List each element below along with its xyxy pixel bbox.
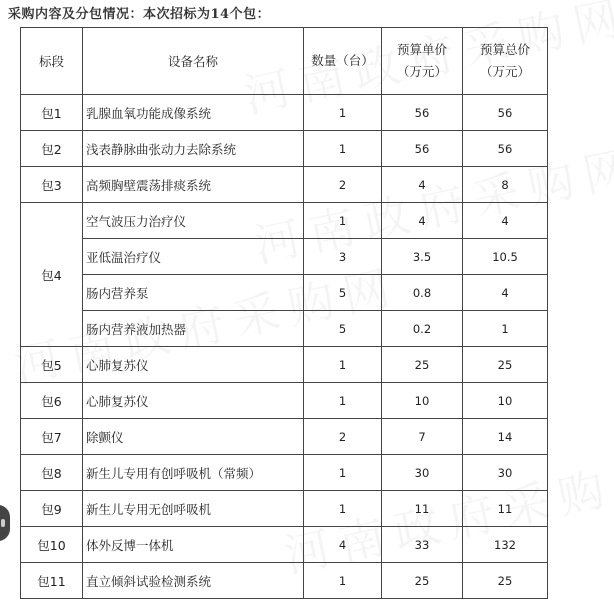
name-cell: 浅表静脉曲张动力去除系统 [83,131,304,167]
segment-cell: 包5 [21,347,83,383]
segment-cell: 包7 [21,419,83,455]
total-price-cell: 25 [463,563,548,599]
table-row [21,527,548,563]
unit-price-cell: 10 [382,383,463,419]
table-row [21,131,548,167]
table-row [21,491,548,527]
qty-cell: 1 [304,347,382,383]
table-row [21,167,548,203]
segment-cell: 包8 [21,455,83,491]
name-cell: 心肺复苏仪 [83,383,304,419]
table-row [21,275,548,311]
col-header-total-price-line1: 预算总价 [479,42,530,57]
unit-price-cell: 4 [382,203,463,239]
unit-price-cell: 30 [382,455,463,491]
unit-price-cell: 33 [382,527,463,563]
procurement-table [20,27,548,599]
total-price-cell: 4 [463,203,548,239]
unit-price-cell: 56 [382,95,463,131]
name-cell: 心肺复苏仪 [83,347,304,383]
name-cell: 新生儿专用有创呼吸机（常频） [83,455,304,491]
col-header-unit-price-line2: （万元） [396,64,447,79]
col-header-total-price [463,28,548,95]
table-row [21,563,548,599]
total-price-cell: 8 [463,167,548,203]
qty-cell: 1 [304,491,382,527]
unit-price-cell: 25 [382,563,463,599]
segment-cell: 包2 [21,131,83,167]
name-cell: 直立倾斜试验检测系统 [83,563,304,599]
table-row [21,203,548,239]
qty-cell: 4 [304,527,382,563]
name-cell: 亚低温治疗仪 [83,239,304,275]
floating-scroll-button[interactable] [0,505,10,541]
name-cell: 体外反博一体机 [83,527,304,563]
segment-cell: 包9 [21,491,83,527]
unit-price-cell: 11 [382,491,463,527]
qty-cell: 1 [304,383,382,419]
unit-price-cell: 0.2 [382,311,463,347]
unit-price-cell: 7 [382,419,463,455]
table-row [21,95,548,131]
unit-price-cell: 4 [382,167,463,203]
name-cell: 新生儿专用无创呼吸机 [83,491,304,527]
total-price-cell: 56 [463,95,548,131]
total-price-cell: 4 [463,275,548,311]
total-price-cell: 10 [463,383,548,419]
qty-cell: 5 [304,311,382,347]
name-cell: 乳腺血氧功能成像系统 [83,95,304,131]
qty-cell: 2 [304,167,382,203]
qty-cell: 1 [304,131,382,167]
total-price-cell: 56 [463,131,548,167]
unit-price-cell: 3.5 [382,239,463,275]
table-row [21,383,548,419]
total-price-cell: 132 [463,527,548,563]
segment-cell: 包11 [21,563,83,599]
table-row [21,239,548,275]
total-price-cell: 25 [463,347,548,383]
table-row [21,419,548,455]
segment-cell: 包3 [21,167,83,203]
name-cell: 高频胸壁震荡排痰系统 [83,167,304,203]
total-price-cell: 11 [463,491,548,527]
col-header-unit-price-line1: 预算单价 [396,42,447,57]
table-row [21,347,548,383]
col-header-unit-price [382,28,463,95]
segment-cell: 包4 [21,203,83,347]
qty-cell: 5 [304,275,382,311]
col-header-qty: 数量（台） [304,28,382,95]
qty-cell: 2 [304,419,382,455]
total-price-cell: 14 [463,419,548,455]
col-header-total-price-line2: （万元） [479,64,530,79]
qty-cell: 1 [304,203,382,239]
unit-price-cell: 25 [382,347,463,383]
col-header-segment: 标段 [21,28,83,95]
qty-cell: 1 [304,95,382,131]
name-cell: 空气波压力治疗仪 [83,203,304,239]
qty-cell: 1 [304,563,382,599]
table-row [21,455,548,491]
segment-cell: 包10 [21,527,83,563]
segment-cell: 包6 [21,383,83,419]
qty-cell: 1 [304,455,382,491]
name-cell: 肠内营养泵 [83,275,304,311]
unit-price-cell: 56 [382,131,463,167]
segment-cell: 包1 [21,95,83,131]
col-header-name: 设备名称 [83,28,304,95]
unit-price-cell: 0.8 [382,275,463,311]
name-cell: 肠内营养液加热器 [83,311,304,347]
total-price-cell: 1 [463,311,548,347]
table-header-row [21,28,548,95]
table-row [21,311,548,347]
total-price-cell: 30 [463,455,548,491]
qty-cell: 3 [304,239,382,275]
total-price-cell: 10.5 [463,239,548,275]
section-heading: 采购内容及分包情况：本次招标为14个包： [8,7,271,22]
name-cell: 除颤仪 [83,419,304,455]
